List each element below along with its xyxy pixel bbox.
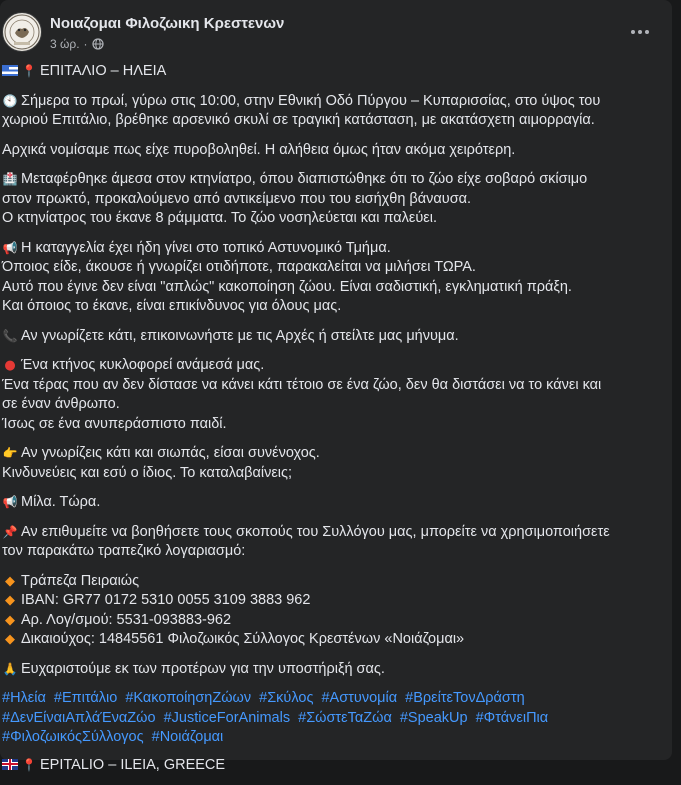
paragraph-5: [2, 327, 668, 347]
text-line: Ευχαριστούμε εκ των προτέρων για την υποστήριξή σας.: [21, 660, 385, 677]
text-line: Αν επιθυμείτε να βοηθήσετε τους σκοπούς του Συλλόγου μας, μπορείτε να χρησιμοποιήσετε: [21, 523, 610, 540]
globe-icon[interactable]: [92, 38, 104, 50]
paragraph-7: [2, 444, 668, 483]
hashtag-link[interactable]: #ΚακοποίησηΖώων: [125, 690, 252, 706]
bank-line: IBAN: GR77 0172 5310 0055 3109 3883 962: [21, 592, 311, 608]
meta-separator: ·: [83, 37, 88, 51]
post-time[interactable]: 3 ώρ.: [50, 37, 80, 51]
orange-diamond-icon: ◆: [5, 593, 15, 608]
text-line: Ένα κτήνος κυκλοφορεί ανάμεσά μας.: [21, 357, 265, 373]
post-meta: [50, 37, 104, 51]
text-line: Μεταφέρθηκε άμεσα στον κτηνίατρο, όπου διαπιστώθηκε ότι το ζώο είχε σοβαρό σκίσιμο: [21, 171, 588, 187]
text-line: Η καταγγελία έχει ήδη γίνει στο τοπικό Αστυνομικό Τμήμα.: [21, 239, 391, 256]
text-line: Και όποιος το έκανε, είναι επικίνδυνος για όλους μας.: [2, 298, 342, 314]
megaphone-icon: 📢: [2, 240, 18, 255]
text-line: Αρχικά νομίσαμε πως είχε πυροβοληθεί. Η αλήθεια όμως ήταν ακόμα χειρότερη.: [2, 141, 516, 158]
hashtag-link[interactable]: #ΔενΕίναιΑπλάΈναΖώο: [2, 709, 156, 726]
post-header: [0, 0, 672, 58]
paragraph-9: [2, 523, 668, 562]
hashtag-link[interactable]: #Αστυνομία: [321, 690, 398, 706]
paragraph-10: [2, 660, 668, 680]
orange-diamond-icon: ◆: [5, 632, 15, 647]
text-line: EPITALIO – ILEIA, GREECE: [40, 756, 226, 773]
hashtag-link[interactable]: #Νοιάζομαι: [151, 729, 224, 745]
pointing-hand-icon: 👉: [2, 446, 18, 460]
phone-icon: 📞: [2, 328, 18, 343]
paragraph-title: [2, 62, 668, 82]
hashtag-link[interactable]: #Σκύλος: [259, 690, 314, 706]
paragraph-3: [2, 170, 668, 229]
title-text: ΕΠΙΤΑΛΙΟ – ΗΛΕΙΑ: [40, 63, 167, 79]
bank-line: Δικαιούχος: 14845561 Φιλοζωικός Σύλλογος Κρεστένων «Νοιάζομαι»: [21, 631, 465, 647]
pin-icon: 📍: [21, 757, 37, 772]
hashtag-link[interactable]: #ΦτάνειΠια: [475, 709, 549, 726]
paragraph-english-title: [2, 756, 668, 776]
text-line: Μίλα. Τώρα.: [21, 494, 101, 510]
hashtag-link[interactable]: #ΒρείτεΤονΔράστη: [405, 690, 525, 706]
text-line: Όποιος είδε, άκουσε ή γνωρίζει οτιδήποτε, παρακαλείται να μιλήσει ΤΩΡΑ.: [2, 259, 476, 275]
paragraph-6: [2, 356, 668, 434]
bank-details: [2, 572, 668, 650]
greek-flag-icon: [2, 65, 18, 76]
bank-line: Αρ. Λογ/σμού: 5531-093883-962: [21, 611, 232, 628]
megaphone-icon: 📢: [2, 495, 18, 509]
page-logo-icon: [3, 13, 41, 51]
text-line: Ο κτηνίατρος του έκανε 8 ράμματα. Το ζώο νοσηλεύεται και παλεύει.: [2, 210, 438, 226]
text-line: χωριού Επιτάλιο, βρέθηκε αρσενικό σκυλί σε τραγική κατάσταση, με ακατάσχετη αιμορραγία.: [2, 112, 595, 128]
hashtags: [2, 689, 668, 748]
text-line: Ένα τέρας που αν δεν δίστασε να κάνει κάτι τέτοιο σε ένα ζώο, δεν θα διστάσει να το κάνει και: [2, 376, 602, 393]
orange-diamond-icon: ◆: [5, 612, 15, 628]
text-line: σε έναν άνθρωπο.: [2, 396, 120, 412]
red-circle-icon: ●: [4, 358, 16, 373]
orange-diamond-icon: ◆: [5, 573, 15, 589]
text-line: Ίσως σε ένα ανυπεράσπιστο παιδί.: [2, 415, 227, 432]
page-name[interactable]: Νοιαζομαι Φιλοζωικη Κρεστενων: [50, 15, 285, 32]
hashtag-link[interactable]: #Ηλεία: [2, 690, 46, 706]
text-line: Σήμερα το πρωί, γύρω στις 10:00, στην Εθνική Οδό Πύργου – Κυπαρισσίας, στο ύψος του: [21, 92, 601, 109]
hashtag-link[interactable]: #JusticeForAnimals: [163, 709, 291, 726]
text-line: Αν γνωρίζετε κάτι, επικοινωνήστε με τις Αρχές ή στείλτε μας μήνυμα.: [21, 327, 459, 344]
text-line: στον πρωκτό, προκαλούμενο από αντικείμενο που του εισήχθη βάναυσα.: [2, 190, 472, 207]
paragraph-4: [2, 239, 668, 317]
page-avatar[interactable]: [2, 12, 42, 52]
text-line: Αυτό που έγινε δεν είναι "απλώς" κακοποίηση ζώου. Είναι σαδιστική, εγκληματική πράξη.: [2, 278, 572, 295]
bank-line: Τράπεζα Πειραιώς: [21, 572, 140, 589]
text-line: τον παρακάτω τραπεζικό λογαριασμό:: [2, 543, 246, 559]
more-options-button[interactable]: [622, 18, 658, 46]
text-line: Κινδυνεύεις και εσύ ο ίδιος. Το καταλαβαίνεις;: [2, 464, 293, 481]
hashtag-link[interactable]: #Επιτάλιο: [53, 690, 118, 706]
paragraph-2: [2, 141, 668, 161]
uk-flag-icon: [2, 759, 18, 770]
text-line: Αν γνωρίζεις κάτι και σιωπάς, είσαι συνένοχος.: [21, 445, 320, 461]
more-options-icon: [631, 30, 635, 34]
hashtag-link[interactable]: #ΣώστεΤαΖώα: [298, 709, 392, 726]
post-text: [2, 62, 668, 785]
hashtag-link[interactable]: #ΦιλοζωικόςΣύλλογος: [2, 729, 144, 745]
clock-icon: 🕙: [2, 93, 18, 108]
hashtag-link[interactable]: #SpeakUp: [399, 709, 468, 726]
paragraph-1: [2, 92, 668, 131]
pushpin-icon: 📌: [2, 524, 18, 539]
pin-icon: 📍: [21, 64, 37, 78]
praying-hands-icon: 🙏: [2, 661, 18, 676]
paragraph-8: [2, 493, 668, 513]
hospital-icon: 🏥: [2, 172, 18, 186]
